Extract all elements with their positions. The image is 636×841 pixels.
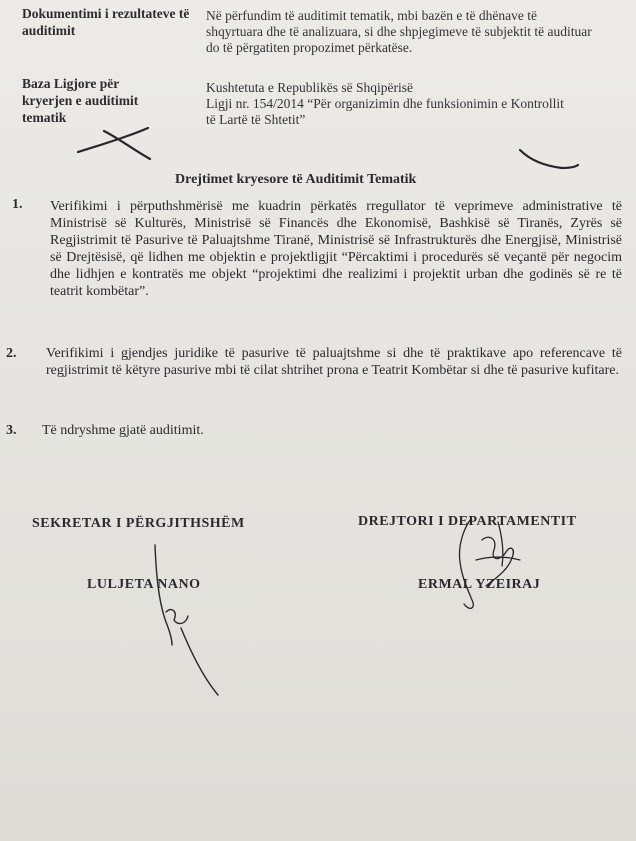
right-signatory-title: DREJTORI I DEPARTAMENTIT (358, 514, 577, 529)
item-number-2: 2. (6, 346, 17, 361)
row-label-documentation: Dokumentimi i rezultateve të auditimit (22, 6, 190, 38)
right-signatory-name: ERMAL YZEIRAJ (418, 577, 541, 592)
left-signatory-name: LULJETA NANO (87, 577, 201, 592)
item-text-2: Verifikimi i gjendjes juridike të pasurive të paluajtshme si dhe të praktikave apo referencave të regjistrimit të këtyre pasurive mbi të cilat shtrihet prona e Teatrit Kombëtar si dhe të pasurive kufitare. (46, 346, 622, 378)
section-heading: Drejtimet kryesore të Auditimit Tematik (175, 172, 417, 187)
row-label-legal-basis: Baza Ligjore për kryerjen e auditimit tematik (22, 76, 139, 125)
left-signature-icon (155, 545, 218, 695)
row-text-constitution: Kushtetuta e Republikës së Shqipërisë (206, 80, 413, 95)
item-number-1: 1. (12, 197, 23, 212)
row-text-documentation: Në përfundim të auditimit tematik, mbi bazën e të dhënave të shqyrtuara dhe të analizuara, si dhe shpjegimeve të subjektit të audituar do të përgatiten propozimet përkatëse. (206, 8, 592, 55)
row-text-law: Ligji nr. 154/2014 “Për organizimin dhe funksionimin e Kontrollit të Lartë të Shtetit” (206, 96, 564, 127)
left-signatory-title: SEKRETAR I PËRGJITHSHËM (32, 516, 245, 531)
right-signature-icon (459, 520, 520, 608)
tick-mark-icon (520, 150, 578, 168)
item-number-3: 3. (6, 423, 17, 438)
cross-mark-icon (78, 128, 148, 152)
item-text-1: Verifikimi i përputhshmërisë me kuadrin përkatës rregullator të veprimeve administrative të Ministrisë së Kulturës, Ministrisë së Financës dhe Ekonomisë, Bashkisë së Tiranës, Zyrës së Regjistrimit të Pasurive të Paluajtshme Tiranë, Ministrisë së Infrastrukturës dhe Energjisë, Ministrisë së Drejtësisë, që lidhen me objektin e projektligjit “Përcaktimi i procedurës së veçantë për negocim dhe lidhjen e kontratës me objekt “projektimi dhe realizimi i projektit urban dhe godinës së re të teatrit kombëtar”. (50, 199, 622, 299)
item-text-3: Të ndryshme gjatë auditimit. (42, 423, 204, 438)
